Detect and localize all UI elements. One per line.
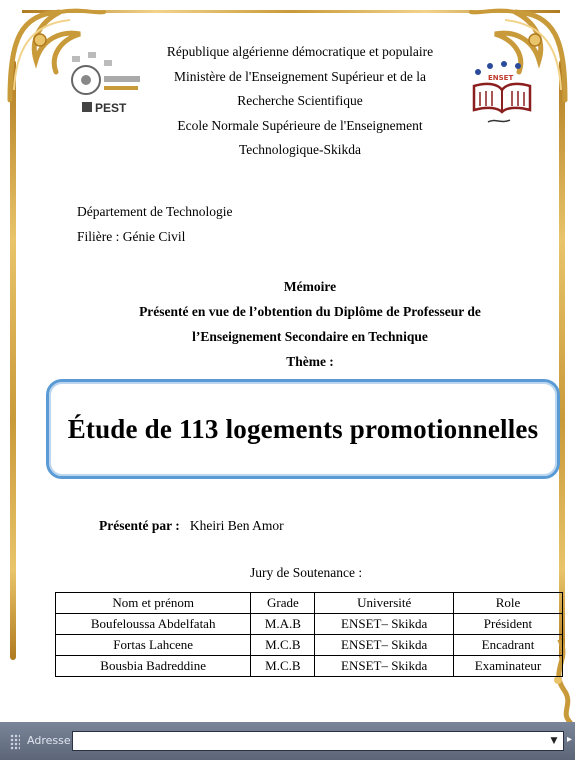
field-name: Filière : Génie Civil <box>77 229 186 244</box>
header-line-skikda: Technologique-Skikda <box>238 142 362 157</box>
enset-logo-text: ENSET <box>488 74 514 82</box>
address-toolbar <box>0 722 575 760</box>
department-name: Département de Technologie <box>77 204 233 219</box>
jury-col-grade: Grade <box>251 593 315 614</box>
header-line-ministry: Ministère de l'Enseignement Supérieur et de la <box>173 68 427 84</box>
jury-cell-grade: M.A.B <box>251 614 315 635</box>
jury-cell-name: Bousbia Badreddine <box>56 656 251 677</box>
jury-table <box>55 592 563 677</box>
jury-cell-university: ENSET– Skikda <box>315 656 454 677</box>
jury-cell-grade: M.C.B <box>251 635 315 656</box>
theme-box <box>46 379 560 479</box>
institution-header <box>140 40 460 163</box>
header-line-republic: République algérienne démocratique et populaire <box>166 44 434 59</box>
department-info <box>77 199 233 249</box>
chevron-down-icon[interactable]: ▼ <box>550 736 558 746</box>
jury-cell-role: Président <box>453 614 562 635</box>
jury-cell-grade: M.C.B <box>251 656 315 677</box>
theme-title: Étude de 113 logements promotionnelles <box>67 413 539 444</box>
department-logo-text: PEST <box>95 101 127 115</box>
jury-cell-university: ENSET– Skikda <box>315 614 454 635</box>
theme-label: Thème : <box>286 354 334 369</box>
memoire-purpose-line1: Présenté en vue de l’obtention du Diplôme de Professeur de <box>139 304 481 319</box>
jury-cell-name: Boufeloussa Abdelfatah <box>56 614 251 635</box>
table-row <box>56 656 563 677</box>
jury-cell-role: Encadrant <box>453 635 562 656</box>
jury-cell-name: Fortas Lahcene <box>56 635 251 656</box>
jury-title: Jury de Soutenance : <box>250 565 363 580</box>
memoire-block <box>60 274 560 374</box>
department-logo <box>64 50 144 120</box>
presented-by <box>99 518 284 534</box>
jury-cell-role: Examinateur <box>453 656 562 677</box>
border-left-ornament <box>10 60 16 660</box>
presenter-name: Kheiri Ben Amor <box>189 518 284 533</box>
jury-col-name: Nom et prénom <box>56 593 251 614</box>
toolbar-grip-handle[interactable] <box>10 734 20 750</box>
jury-col-university: Université <box>315 593 454 614</box>
address-input[interactable] <box>72 731 564 751</box>
header-line-research: Recherche Scientifique <box>237 93 363 108</box>
memoire-purpose-line2: l’Enseignement Secondaire en Technique <box>192 329 428 344</box>
go-arrow-icon[interactable]: ▸ <box>567 734 573 745</box>
jury-cell-university: ENSET– Skikda <box>315 635 454 656</box>
table-row <box>56 614 563 635</box>
enset-logo <box>468 60 538 130</box>
header-line-school: Ecole Normale Supérieure de l'Enseignement <box>177 117 423 133</box>
address-label: Adresse <box>27 734 71 747</box>
table-row <box>56 635 563 656</box>
jury-table-header <box>56 593 563 614</box>
presented-by-label: Présenté par : <box>99 518 180 533</box>
jury-col-role: Role <box>453 593 562 614</box>
memoire-title: Mémoire <box>283 279 337 294</box>
